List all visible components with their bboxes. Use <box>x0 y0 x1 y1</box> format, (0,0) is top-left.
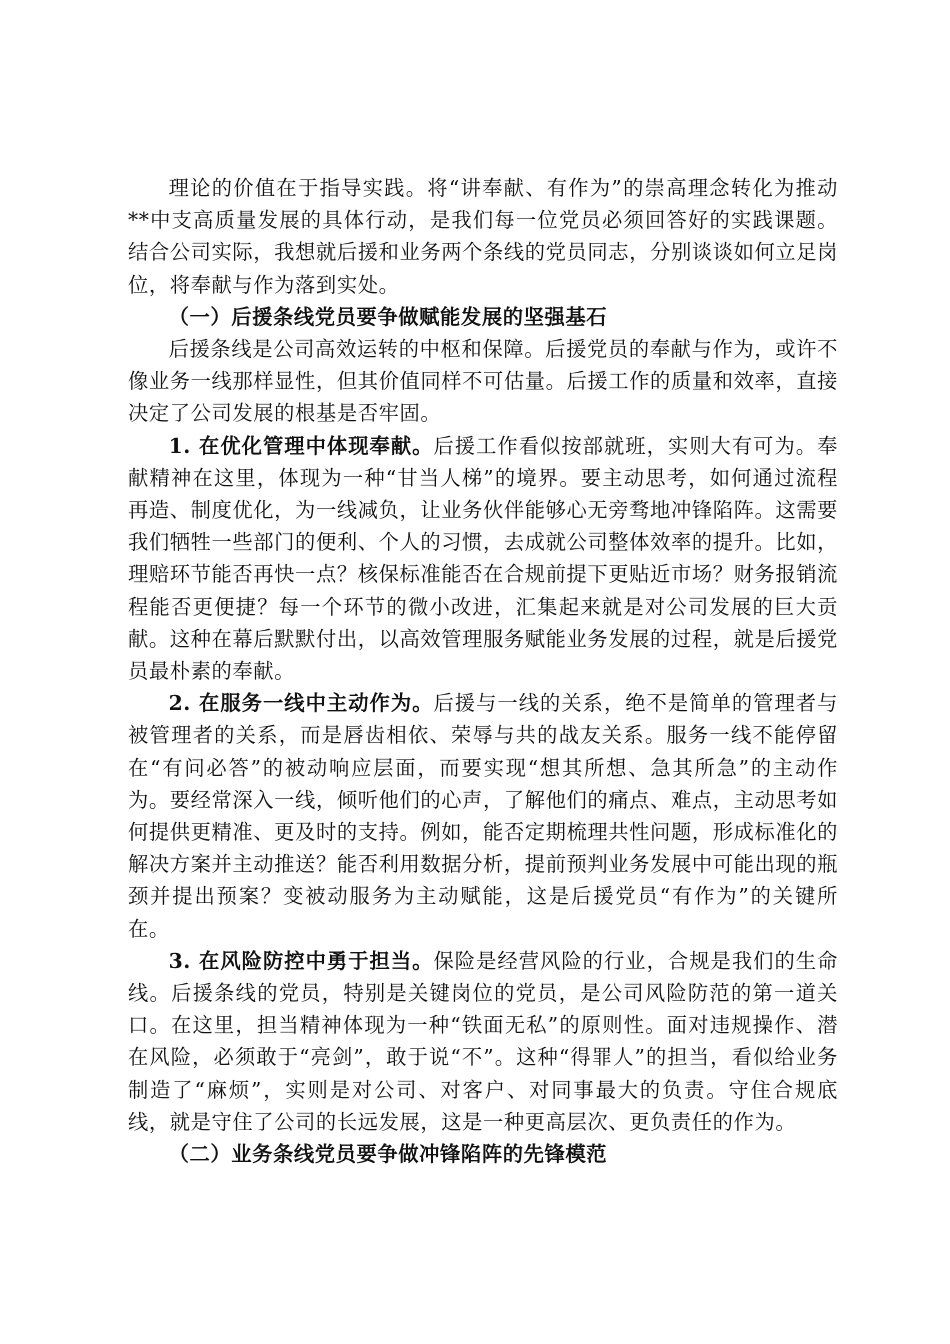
item-3-body: 保险是经营风险的行业，合规是我们的生命线。后援条线的党员，特别是关键岗位的党员，是公司风险防范的第一道关口。在这里，担当精神体现为一种“铁面无私”的原则性。面对违规操作、潜在风险，必须敢于“亮剑”，敢于说“不”。这种“得罪人”的担当，看似给业务制造了“麻烦”，实则是对公司、对客户、对同事最大的负责。守住合规底线，就是守住了公司的长远发展，这是一种更高层次、更负责任的作为。 <box>128 948 838 1134</box>
section-1-item-3 <box>128 945 838 1138</box>
item-1-lead: 1. 在优化管理中体现奉献。 <box>168 433 434 458</box>
item-2-body: 后援与一线的关系，绝不是简单的管理者与被管理者的关系，而是唇齿相依、荣辱与共的战友关系。服务一线不能停留在“有问必答”的被动响应层面，而要实现“想其所想、急其所急”的主动作为。要经常深入一线，倾听他们的心声，了解他们的痛点、难点，主动思考如何提供更精准、更及时的支持。例如，能否定期梳理共性问题，形成标准化的解决方案并主动推送？能否利用数据分析，提前预判业务发展中可能出现的瓶颈并提出预案？变被动服务为主动赋能，这是后援党员“有作为”的关键所在。 <box>128 691 838 941</box>
item-1-body: 后援工作看似按部就班，实则大有可为。奉献精神在这里，体现为一种“甘当人梯”的境界。要主动思考，如何通过流程再造、制度优化，为一线减负，让业务伙伴能够心无旁骛地冲锋陷阵。这需要我们牺牲一些部门的便利、个人的习惯，去成就公司整体效率的提升。比如，理赔环节能否再快一点？核保标准能否在合规前提下更贴近市场？财务报销流程能否更便捷？每一个环节的微小改进，汇集起来就是对公司发展的巨大贡献。这种在幕后默默付出，以高效管理服务赋能业务发展的过程，就是后援党员最朴素的奉献。 <box>128 433 838 684</box>
intro-paragraph: 理论的价值在于指导实践。将“讲奉献、有作为”的崇高理念转化为推动**中支高质量发展的具体行动，是我们每一位党员必须回答好的实践课题。结合公司实际，我想就后援和业务两个条线的党员同志，分别谈谈如何立足岗位，将奉献与作为落到实处。 <box>128 176 838 297</box>
section-1-intro-paragraph: 后援条线是公司高效运转的中枢和保障。后援党员的奉献与作为，或许不像业务一线那样显性，但其价值同样不可估量。后援工作的质量和效率，直接决定了公司发展的根基是否牢固。 <box>128 337 838 426</box>
document-page <box>128 172 838 1170</box>
section-1-heading: （一）后援条线党员要争做赋能发展的坚强基石 <box>168 304 608 329</box>
section-2-heading: （二）业务条线党员要争做冲锋陷阵的先锋模范 <box>168 1142 608 1167</box>
item-2-lead: 2. 在服务一线中主动作为。 <box>168 691 434 716</box>
item-3-lead: 3. 在风险防控中勇于担当。 <box>168 948 434 973</box>
section-1-item-2 <box>128 687 838 945</box>
section-1-item-1 <box>128 430 838 688</box>
